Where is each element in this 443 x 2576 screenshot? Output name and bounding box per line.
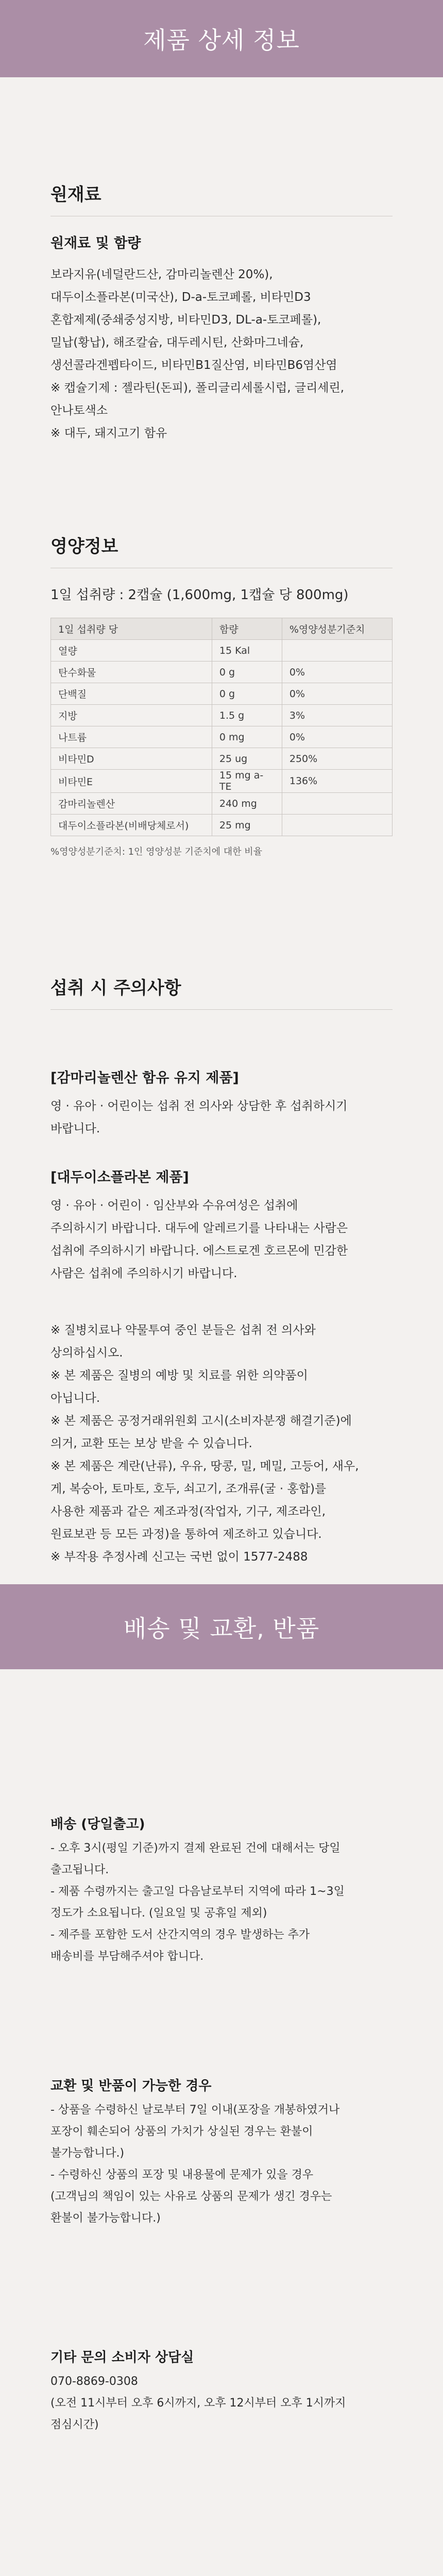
nutrient-amount: 1.5 g [212, 705, 282, 726]
nutrient-amount: 15 mg a-TE [212, 770, 282, 793]
cautions-section [0, 974, 443, 1568]
caution-block2-title: [대두이소플라본 제품] [50, 1170, 189, 1185]
nutrient-name: 대두이소플라본(비배당체로서) [51, 815, 212, 836]
table-row [51, 793, 393, 815]
nutrient-name: 탄수화물 [51, 662, 212, 683]
nutrient-percent: 0% [282, 662, 392, 683]
nutrient-amount: 0 g [212, 683, 282, 705]
column-header: %영양성분기준치 [282, 618, 392, 640]
nutrition-section [0, 532, 443, 858]
nutrition-heading: 영양정보 [50, 536, 118, 557]
shipping-body: - 오후 3시(평일 기준)까지 결제 완료된 건에 대해서는 당일 출고됩니다. - 제품 수령까지는 출고일 다음날로부터 지역에 따라 1~3일 정도가 소요됩니다. (일요일 및 공휴일 제외) - 제주를 포함한 도서 산간지역의 경우 발생하는 추가 배송비를 부담해주셔야 합니다. [50, 1842, 345, 1963]
shipping-banner-title: 배송 및 교환, 반품 [123, 1614, 320, 1642]
ingredients-heading: 원재료 [50, 184, 101, 205]
header-banner [0, 0, 443, 77]
table-row [51, 726, 393, 748]
nutrient-name: 열량 [51, 640, 212, 662]
nutrition-serving: 1일 섭취량 : 2캡슐 (1,600mg, 1캡슐 당 800mg) [50, 587, 349, 603]
nutrient-name: 지방 [51, 705, 212, 726]
nutrient-percent [282, 815, 392, 836]
nutrient-percent [282, 793, 392, 815]
nutrient-percent: 0% [282, 726, 392, 748]
table-footnote: %영양성분기준치: 1인 영양성분 기준치에 대한 비율 [50, 846, 262, 857]
shipping-title: 배송 (당일출고) [50, 1817, 145, 1832]
nutrient-name: 감마리놀렌산 [51, 793, 212, 815]
cautions-heading: 섭취 시 주의사항 [50, 978, 181, 998]
nutrient-amount: 15 Kal [212, 640, 282, 662]
nutrient-amount: 0 g [212, 662, 282, 683]
nutrient-amount: 25 mg [212, 815, 282, 836]
shipping-banner [0, 1584, 443, 1669]
nutrient-percent: 136% [282, 770, 392, 793]
ingredients-subheading: 원재료 및 함량 [50, 235, 141, 251]
column-header: 1일 섭취량 당 [51, 618, 212, 640]
column-header: 함량 [212, 618, 282, 640]
table-row [51, 683, 393, 705]
contact-title: 기타 문의 소비자 상담실 [50, 2350, 194, 2365]
table-row [51, 662, 393, 683]
table-row [51, 748, 393, 770]
returns-body: - 상품을 수령하신 날로부터 7일 이내(포장을 개봉하였거나 포장이 훼손되어 상품의 가치가 상실된 경우는 환불이 불가능합니다.) - 수령하신 상품의 포장 및 내용물에 문제가 있을 경우 (고객님의 책임이 있는 사유로 상품의 문제가 생긴 경우는 환불이 불가능합니다.) [50, 2104, 340, 2225]
ingredients-body: 보라지유(네덜란드산, 감마리놀렌산 20%), 대두이소플라본(미국산), D-a-토코페롤, 비타민D3 혼합제제(중쇄중성지방, 비타민D3, DL-a-토코페롤), 밀납(황납), 해조칼슘, 대두레시틴, 산화마그네슘, 생선콜라겐펩타이드, 비타민B1질산염, 비타민B6염산염 ※ 캡슐기제 : 젤라틴(돈피), 폴리글리세롤시럽, 글리세린, 안나토색소 ※ 대두, 돼지고기 함유 [50, 268, 345, 440]
caution-block2-body: 영 · 유아 · 어린이 · 임산부와 수유여성은 섭취에 주의하시기 바랍니다. 대두에 알레르기를 나타내는 사람은 섭취에 주의하시기 바랍니다. 에스트로겐 호르몬에 민감한 사람은 섭취에 주의하시기 바랍니다. [50, 1199, 348, 1280]
header-title: 제품 상세 정보 [143, 26, 300, 54]
table-row [51, 770, 393, 793]
caution-block1-title: [감마리놀렌산 함유 유지 제품] [50, 1070, 239, 1086]
nutrient-percent [282, 640, 392, 662]
nutrient-percent: 3% [282, 705, 392, 726]
contact-body: 070-8869-0308 (오전 11시부터 오후 6시까지, 오후 12시부터 오후 1시까지 점심시간) [50, 2375, 346, 2431]
returns-title: 교환 및 반품이 가능한 경우 [50, 2078, 212, 2094]
shipping-section [0, 1814, 443, 1968]
caution-notes: ※ 질병치료나 약물투여 중인 분들은 섭취 전 의사와 상의하십시오. ※ 본 제품은 질병의 예방 및 치료를 위한 의약품이 아닙니다. ※ 본 제품은 공정거래위원회 고시(소비자분쟁 해결기준)에 의거, 교환 또는 보상 받을 수 있습니다. ※ 본 제품은 계란(난류), 우유, 땅콩, 밀, 메밀, 고등어, 새우, 게, 복숭아, 토마토, 호두, 쇠고기, 조개류(굴 · 홍합)를 사용한 제품과 같은 제조과정(작업자, 기구, 제조라인, 원료보관 등 모든 과정)을 통하여 제조하고 있습니다. ※ 부작용 추정사례 신고는 국번 없이 1577-2488 [50, 1324, 359, 1564]
ingredients-section [0, 180, 443, 445]
divider [50, 1009, 393, 1010]
nutrition-table [50, 618, 393, 836]
table-row [51, 815, 393, 836]
table-row [51, 705, 393, 726]
nutrient-name: 단백질 [51, 683, 212, 705]
caution-block1-body: 영 · 유아 · 어린이는 섭취 전 의사와 상담한 후 섭취하시기 바랍니다. [50, 1099, 348, 1136]
nutrient-name: 나트륨 [51, 726, 212, 748]
nutrient-amount: 0 mg [212, 726, 282, 748]
nutrient-amount: 240 mg [212, 793, 282, 815]
table-row [51, 640, 393, 662]
nutrient-amount: 25 ug [212, 748, 282, 770]
returns-section [0, 2075, 443, 2229]
contact-section [0, 2347, 443, 2436]
nutrient-percent: 250% [282, 748, 392, 770]
nutrient-name: 비타민D [51, 748, 212, 770]
table-header-row [51, 618, 393, 640]
nutrient-name: 비타민E [51, 770, 212, 793]
nutrient-percent: 0% [282, 683, 392, 705]
